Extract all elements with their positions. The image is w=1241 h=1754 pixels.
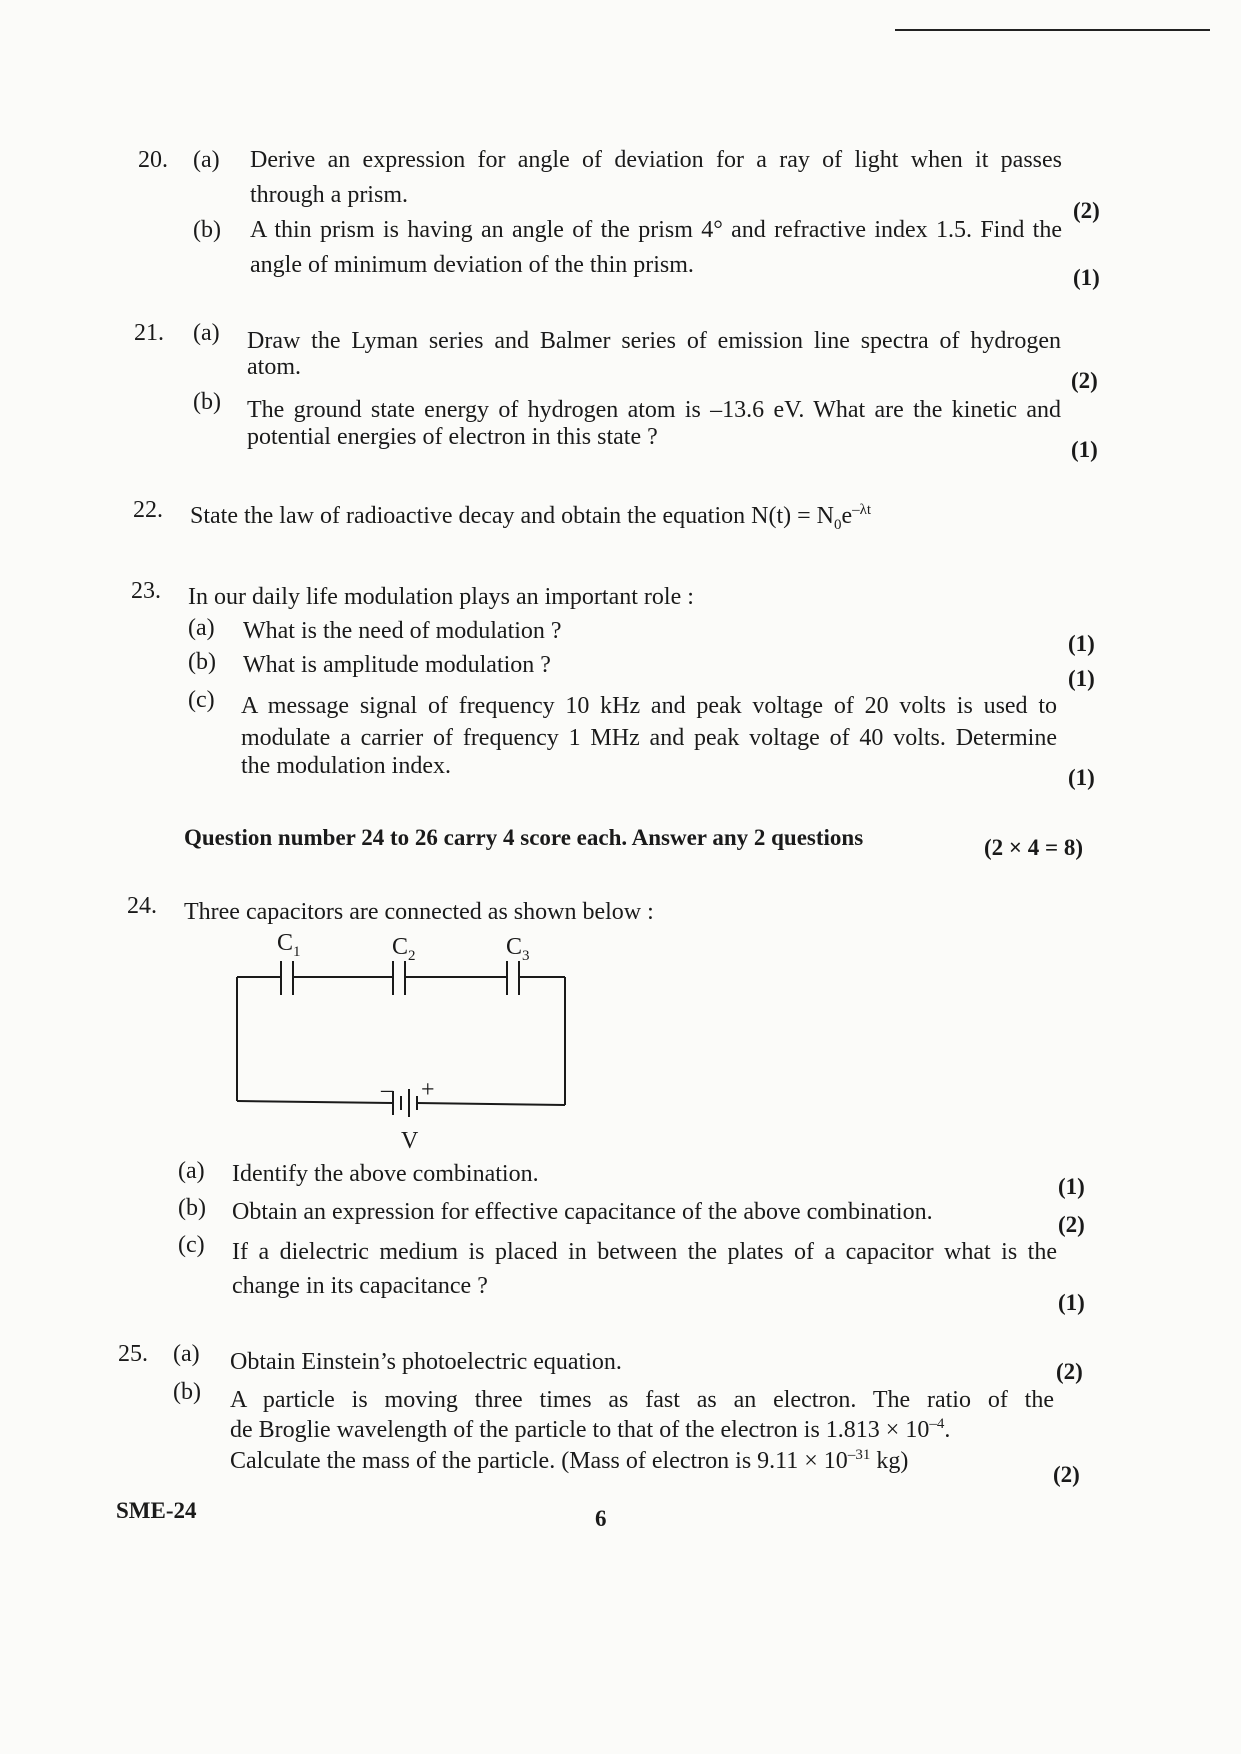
paper-code: SME-24 <box>116 1498 197 1523</box>
part-label: (b) <box>173 1379 201 1405</box>
question-text: What is the need of modulation ? <box>243 618 562 644</box>
question-text: State the law of radioactive decay and obtain the equation $N(t) = N_0e^{-\lambda t}$ <box>190 502 872 533</box>
score-mark: (1) <box>1073 265 1100 290</box>
part-label: (b) <box>193 389 221 415</box>
question-text: Draw the Lyman series and Balmer series of emission line spectra of hydrogen <box>247 328 1061 354</box>
question-text: Obtain an expression for effective capacitance of the above combination. <box>232 1199 933 1225</box>
part-label: (a) <box>188 615 215 641</box>
score-mark: (2) <box>1053 1462 1080 1487</box>
question-text: potential energies of electron in this state ? <box>247 424 658 450</box>
question-text: A particle is moving three times as fast as an electron. The ratio of the <box>230 1387 1054 1413</box>
top-rule <box>895 29 1210 31</box>
question-intro: Three capacitors are connected as shown below : <box>184 899 654 925</box>
score-mark: (2) <box>1071 368 1098 393</box>
score-mark: (1) <box>1058 1290 1085 1315</box>
question-text: What is amplitude modulation ? <box>243 652 551 678</box>
question-text: Calculate the mass of the particle. (Mass of electron is $9.11 \times 10^{-31}$ kg) <box>230 1447 909 1474</box>
score-mark: (1) <box>1068 765 1095 790</box>
capacitor-label-c2: $C_2$ <box>392 934 416 964</box>
question-text: through a prism. <box>250 182 408 208</box>
question-text: A thin prism is having an angle of the prism 4° and refractive index 1.5. Find the <box>250 217 1062 243</box>
question-number: 21. <box>134 320 164 346</box>
score-mark: (2) <box>1073 198 1100 223</box>
score-mark: (2) <box>1058 1212 1085 1237</box>
battery-plus-sign: + <box>421 1077 435 1103</box>
part-label: (c) <box>178 1232 205 1258</box>
question-text: atom. <box>247 354 301 380</box>
capacitor-label-c3: $C_3$ <box>506 934 530 964</box>
score-mark: (1) <box>1068 631 1095 656</box>
page-number: 6 <box>595 1506 607 1531</box>
part-label: (b) <box>188 649 216 675</box>
question-text: angle of minimum deviation of the thin prism. <box>250 252 694 278</box>
question-number: 20. <box>138 147 168 173</box>
part-label: (a) <box>178 1158 205 1184</box>
score-mark: (1) <box>1068 666 1095 691</box>
capacitor-label-c1: $C_1$ <box>277 930 301 960</box>
score-mark: (1) <box>1071 437 1098 462</box>
question-text: change in its capacitance ? <box>232 1273 488 1299</box>
voltage-label: V <box>401 1128 419 1154</box>
part-label: (a) <box>193 320 220 346</box>
question-number: 24. <box>127 893 157 919</box>
question-text: Obtain Einstein’s photoelectric equation. <box>230 1349 622 1375</box>
question-intro: In our daily life modulation plays an important role : <box>188 584 694 610</box>
question-text: If a dielectric medium is placed in between the plates of a capacitor what is the <box>232 1239 1057 1265</box>
question-number: 23. <box>131 578 161 604</box>
score-mark: (1) <box>1058 1174 1085 1199</box>
capacitor-circuit-diagram <box>225 925 585 1155</box>
part-label: (a) <box>193 147 220 173</box>
question-text: The ground state energy of hydrogen atom is –13.6 eV. What are the kinetic and <box>247 397 1061 423</box>
part-label: (c) <box>188 687 215 713</box>
battery-minus-sign: – <box>381 1077 393 1103</box>
question-number: 25. <box>118 1341 148 1367</box>
question-text: modulate a carrier of frequency 1 MHz and peak voltage of 40 volts. Determine <box>241 725 1057 751</box>
question-text: the modulation index. <box>241 753 451 779</box>
part-label: (b) <box>178 1195 206 1221</box>
part-label: (a) <box>173 1341 200 1367</box>
section-score: (2 × 4 = 8) <box>984 835 1084 860</box>
question-text: Identify the above combination. <box>232 1161 539 1187</box>
question-number: 22. <box>133 497 163 523</box>
section-instruction: Question number 24 to 26 carry 4 score each. Answer any 2 questions <box>184 825 864 850</box>
question-text: de Broglie wavelength of the particle to that of the electron is $1.813 \times 10^{-4}$. <box>230 1416 951 1443</box>
score-mark: (2) <box>1056 1359 1083 1384</box>
part-label: (b) <box>193 217 221 243</box>
question-text: A message signal of frequency 10 kHz and peak voltage of 20 volts is used to <box>241 693 1057 719</box>
question-text: Derive an expression for angle of deviation for a ray of light when it passes <box>250 147 1062 173</box>
